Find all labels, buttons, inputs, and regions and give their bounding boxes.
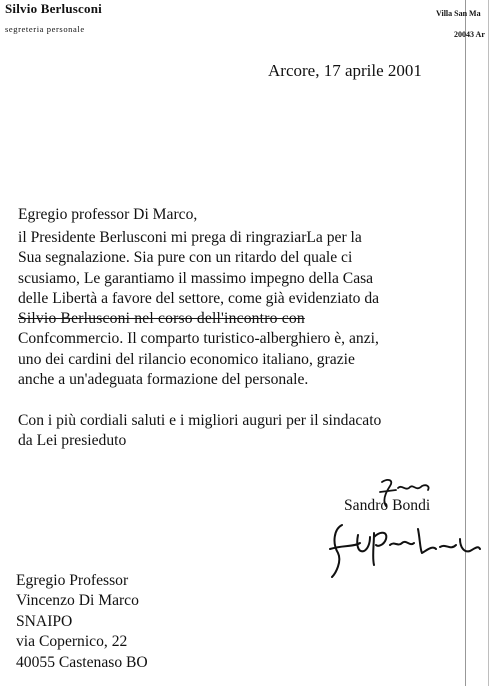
body-line-struck: Silvio Berlusconi nel corso dell'incontro con bbox=[18, 310, 305, 328]
letter-body bbox=[18, 228, 379, 390]
body-line: il Presidente Berlusconi mi prega di ringraziarLa per la bbox=[18, 229, 362, 246]
body-line: Sua segnalazione. Sia pure con un ritardo del quale ci bbox=[18, 249, 353, 267]
recipient-line: SNAIPO bbox=[16, 612, 73, 630]
recipient-line: via Copernico, 22 bbox=[16, 633, 128, 651]
body-line: uno dei cardini del rilancio economico italiano, grazie bbox=[18, 350, 355, 368]
recipient-address bbox=[16, 571, 148, 673]
closing-line: da Lei presieduto bbox=[18, 432, 127, 450]
letterhead-name: Silvio Berlusconi bbox=[5, 1, 102, 16]
letterhead-role: segreteria personale bbox=[5, 24, 85, 34]
body-line: Confcommercio. Il comparto turistico-alberghiero è, anzi, bbox=[18, 330, 379, 348]
body-line: anche a un'adeguata formazione del personale. bbox=[18, 371, 309, 389]
closing-line: Con i più cordiali saluti e i migliori auguri per il sindacato bbox=[18, 412, 382, 429]
closing bbox=[18, 411, 381, 452]
sender-name: Sandro Bondi bbox=[344, 497, 431, 514]
recipient-line: Vincenzo Di Marco bbox=[16, 592, 139, 610]
letterhead-address-line-2: 20043 Ar bbox=[454, 30, 485, 39]
recipient-line: 40055 Castenaso BO bbox=[16, 653, 148, 671]
dateline: Arcore, 17 aprile 2001 bbox=[268, 61, 422, 80]
salutation: Egregio professor Di Marco, bbox=[18, 206, 198, 223]
scan-edge-line bbox=[488, 0, 489, 686]
recipient-line: Egregio Professor bbox=[16, 572, 129, 589]
body-line: delle Libertà a favore del settore, come già evidenziato da bbox=[18, 289, 380, 307]
handwritten-signature bbox=[328, 515, 488, 585]
letterhead-address-line-1: Villa San Ma bbox=[436, 9, 481, 18]
body-line: scusiamo, Le garantiamo il massimo impegno della Casa bbox=[18, 269, 374, 287]
